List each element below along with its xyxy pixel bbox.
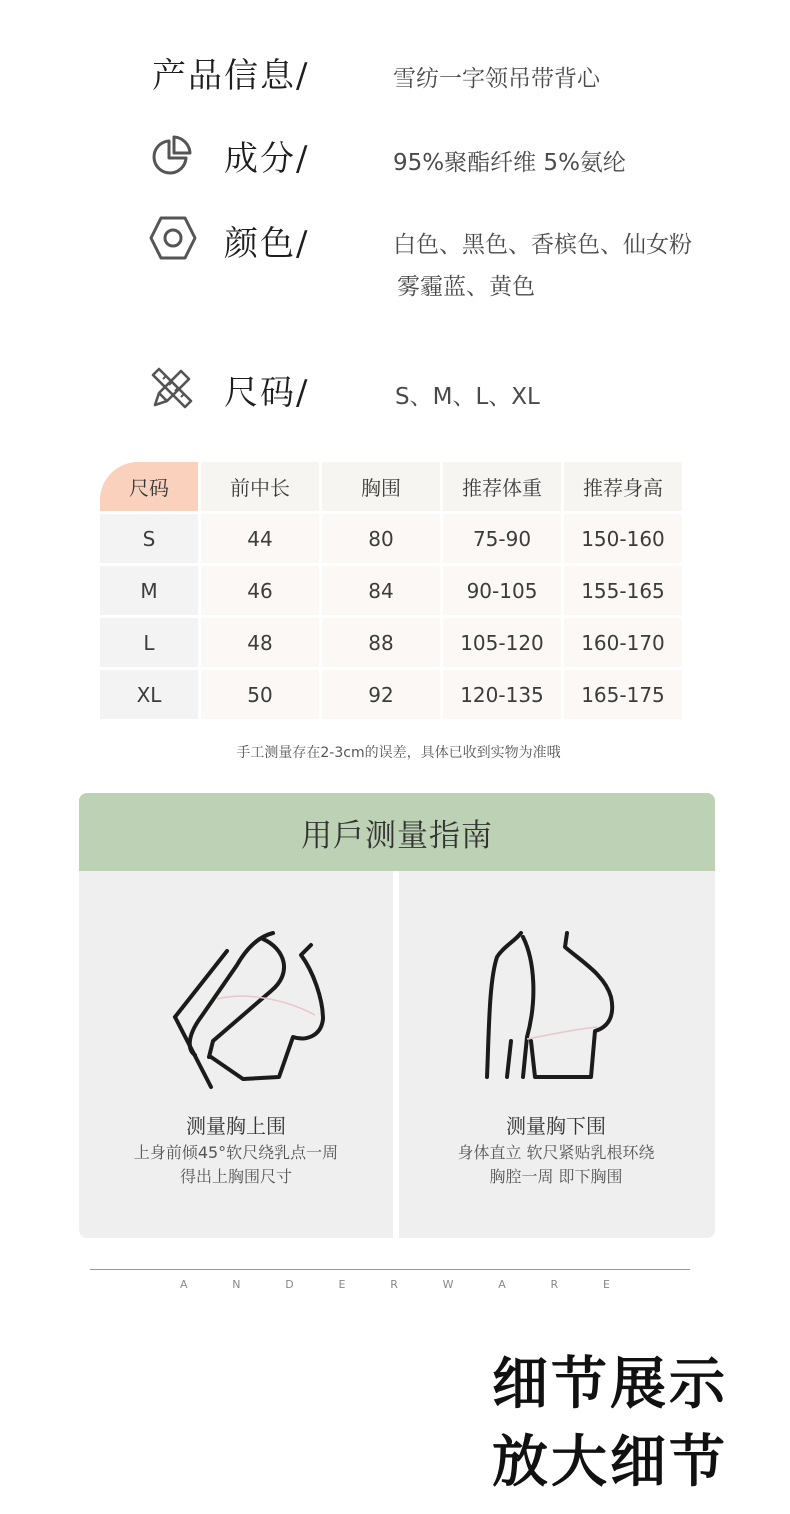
under-bust-desc	[399, 1141, 713, 1189]
upper-bust-figure-icon	[79, 891, 393, 1091]
table-cell: 165-175	[564, 670, 682, 719]
measurement-note: 手工测量存在2-3cm的误差，具体已收到实物为准哦	[236, 745, 561, 761]
upper-bust-desc-line1: 上身前倾45°软尺绕乳点一周	[133, 1143, 339, 1162]
upper-bust-title: 测量胸上围	[186, 1114, 286, 1138]
under-bust-figure-icon	[399, 891, 713, 1091]
table-cell: 50	[201, 670, 319, 719]
color-value-line1: 白色、黑色、香槟色、仙女粉	[393, 232, 692, 258]
size-label: 尺码/	[224, 373, 310, 413]
table-cell: 105-120	[443, 618, 561, 667]
header-bust: 胸围	[322, 462, 440, 511]
under-bust-desc-line1: 身体直立 软尺紧贴乳根环绕	[457, 1143, 655, 1162]
table-cell: 46	[201, 566, 319, 615]
table-cell: 84	[322, 566, 440, 615]
pie-chart-icon	[150, 134, 194, 178]
product-info-value: 雪纺一字领吊带背心	[393, 66, 600, 92]
table-cell: 120-135	[443, 670, 561, 719]
guide-title: 用戶测量指南	[79, 793, 715, 871]
table-cell: L	[100, 618, 198, 667]
upper-bust-desc-line2: 得出上胸围尺寸	[179, 1167, 292, 1186]
table-cell: 90-105	[443, 566, 561, 615]
table-cell: 75-90	[443, 514, 561, 563]
table-cell: XL	[100, 670, 198, 719]
measurement-guide	[79, 793, 715, 1238]
detail-heading-line1: 细节展示	[492, 1352, 728, 1417]
under-bust-desc-line2: 胸腔一周 即下胸围	[489, 1167, 623, 1186]
upper-bust-desc	[79, 1141, 393, 1189]
brand-letter: R	[390, 1278, 398, 1291]
table-cell: 80	[322, 514, 440, 563]
detail-heading-line2: 放大细节	[492, 1430, 728, 1495]
brand-letter: D	[285, 1278, 294, 1291]
header-weight: 推荐体重	[443, 462, 561, 511]
table-cell: 92	[322, 670, 440, 719]
pencil-ruler-icon	[149, 365, 195, 411]
brand-letter: R	[550, 1278, 559, 1291]
header-front-length: 前中长	[201, 462, 319, 511]
header-size: 尺码	[100, 462, 198, 511]
brand-letter: W	[442, 1278, 454, 1291]
table-cell: S	[100, 514, 198, 563]
color-value-line2: 雾霾蓝、黄色	[397, 274, 535, 300]
table-cell: 160-170	[564, 618, 682, 667]
table-row	[100, 670, 682, 719]
size-table-header	[100, 462, 682, 511]
guide-panel-upper-bust	[79, 871, 393, 1238]
header-height: 推荐身高	[564, 462, 682, 511]
color-label: 颜色/	[224, 224, 310, 264]
hexagon-nut-icon	[149, 215, 197, 261]
table-row	[100, 514, 682, 563]
product-info-label: 产品信息/	[152, 56, 310, 96]
brand-wordmark	[180, 1278, 610, 1291]
size-table	[97, 459, 685, 722]
table-cell: 88	[322, 618, 440, 667]
brand-letter: E	[602, 1278, 610, 1291]
table-row	[100, 618, 682, 667]
material-value: 95%聚酯纤维 5%氨纶	[393, 150, 626, 176]
size-value: S、M、L、XL	[395, 384, 540, 410]
guide-panel-under-bust	[399, 871, 713, 1238]
brand-letter: N	[232, 1278, 241, 1291]
brand-letter: A	[498, 1278, 506, 1291]
table-cell: 44	[201, 514, 319, 563]
divider-line	[90, 1269, 690, 1270]
under-bust-title: 测量胸下围	[506, 1114, 606, 1138]
table-cell: 155-165	[564, 566, 682, 615]
brand-letter: E	[338, 1278, 346, 1291]
material-label: 成分/	[224, 139, 310, 179]
table-cell: M	[100, 566, 198, 615]
table-row	[100, 566, 682, 615]
table-cell: 48	[201, 618, 319, 667]
table-cell: 150-160	[564, 514, 682, 563]
brand-letter: A	[180, 1278, 188, 1291]
